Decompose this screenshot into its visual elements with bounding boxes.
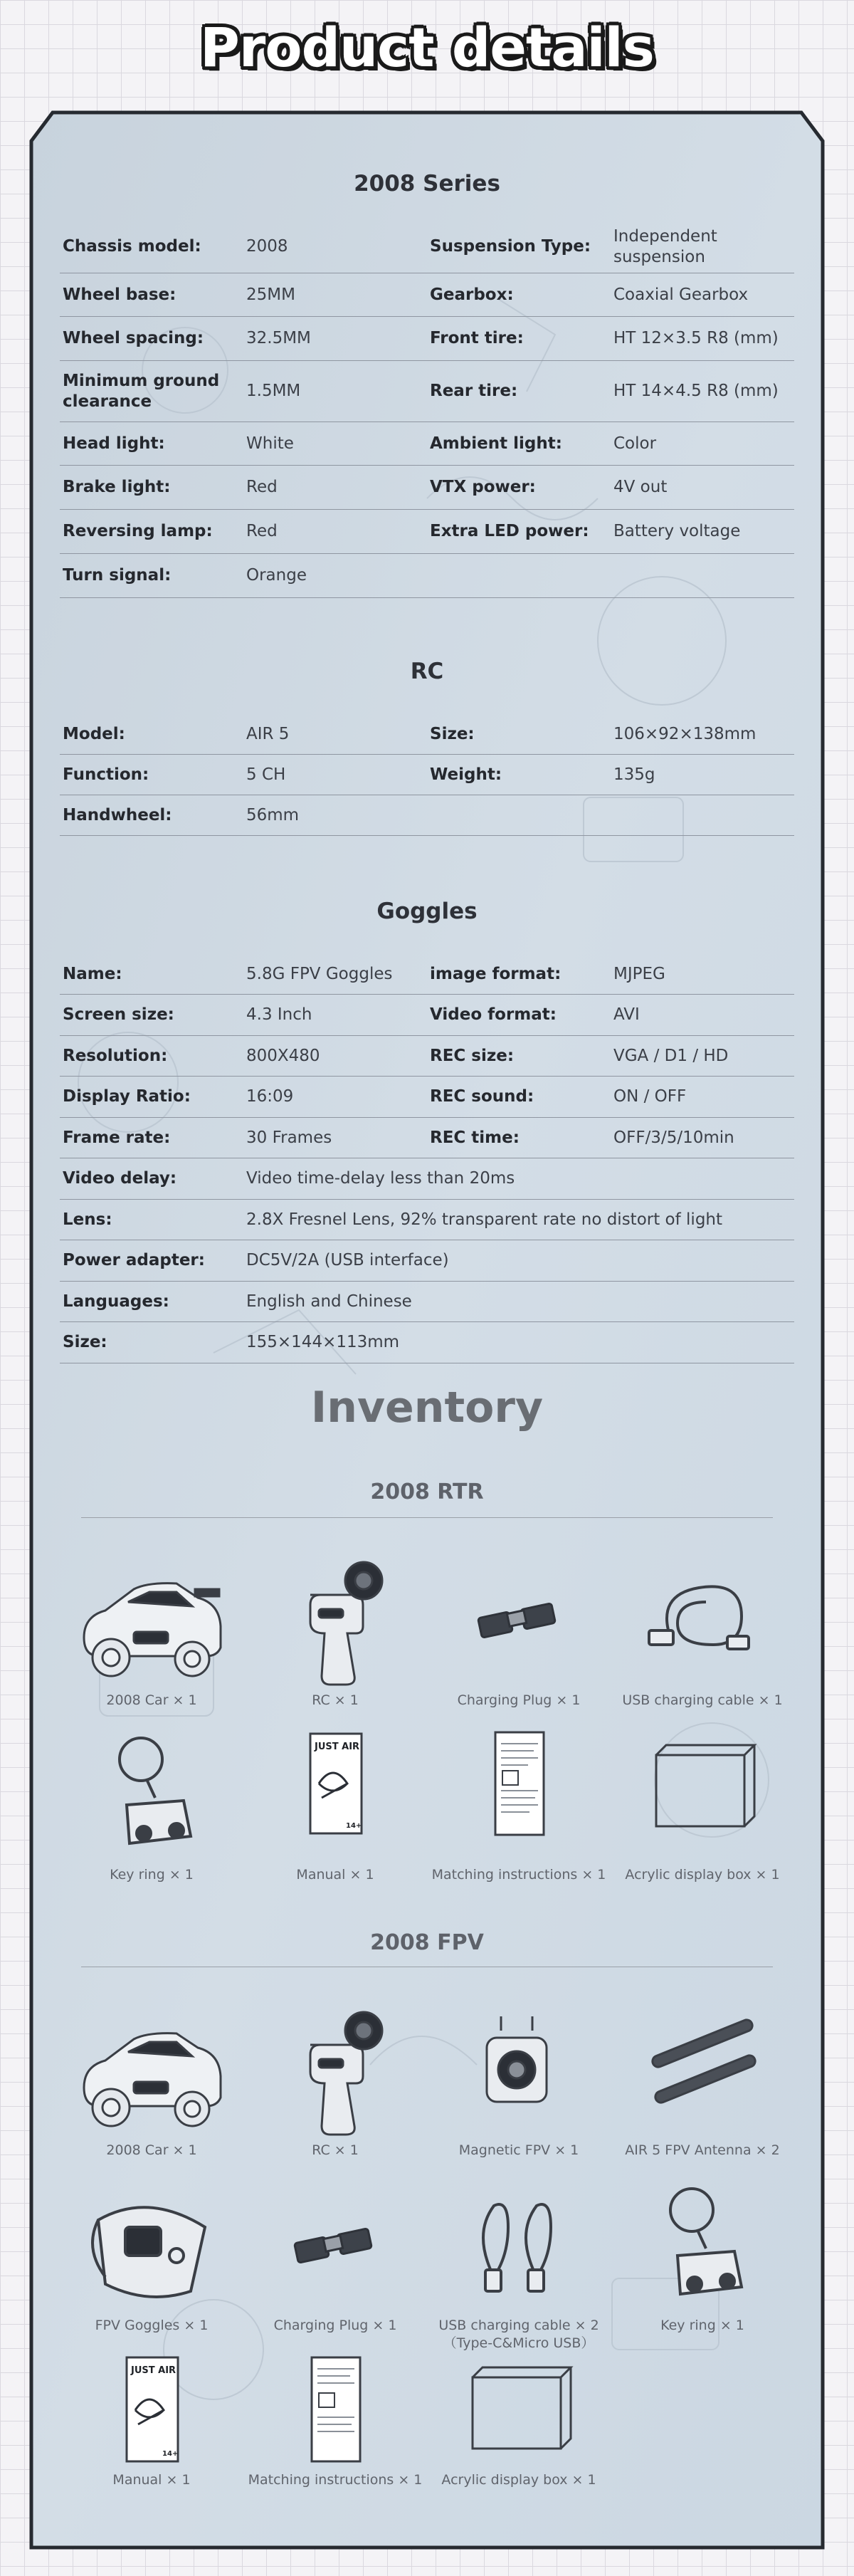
spec-row-wide (60, 1282, 794, 1322)
item-label: Matching instructions × 1 (431, 1867, 606, 1883)
item-label: FPV Goggles × 1 (95, 2318, 209, 2333)
spec-key: Frame rate: (63, 1128, 171, 1147)
spec-key: VTX power: (430, 478, 536, 496)
item-label: Manual × 1 (296, 1867, 374, 1883)
spec-value: 56mm (246, 805, 300, 824)
spec-value: 5 CH (246, 765, 286, 784)
item-label: AIR 5 FPV Antenna × 2 (625, 2142, 780, 2158)
inventory-item (60, 1727, 243, 1884)
spec-value: English and Chinese (246, 1292, 412, 1311)
display-box-icon (621, 1727, 784, 1862)
car-icon (70, 2002, 233, 2137)
manual-cover-text: JUST AIR (315, 1742, 360, 1752)
spec-key: Handwheel: (63, 805, 172, 824)
spec-key: Screen size: (63, 1005, 174, 1024)
spec-key: Resolution: (63, 1046, 168, 1065)
spec-value: Coaxial Gearbox (613, 285, 749, 304)
spec-key: Gearbox: (430, 285, 514, 304)
item-label: Acrylic display box × 1 (625, 1867, 780, 1883)
spec-key: Brake light: (63, 478, 171, 496)
spec-value: Orange (246, 566, 307, 585)
item-label: Charging Plug × 1 (457, 1692, 581, 1708)
spec-key: Ambient light: (430, 434, 562, 453)
usb-cable-icon (621, 1552, 784, 1687)
item-label-secondary: （Type-C&Micro USB） (443, 2335, 595, 2351)
spec-key: Function: (63, 765, 149, 784)
item-label: USB charging cable × 2 (438, 2318, 599, 2333)
spec-row-wide (60, 1322, 794, 1363)
fpv-camera-icon (437, 2002, 601, 2137)
manual-age-text: 14+ (162, 2450, 179, 2458)
key-ring-icon (70, 1727, 233, 1862)
spec-key: Model: (63, 724, 125, 743)
item-label: RC × 1 (312, 1692, 359, 1708)
spec-value: DC5V/2A (USB interface) (246, 1251, 449, 1269)
charging-plug-icon (437, 1552, 601, 1687)
spec-key: Rear tire: (430, 382, 518, 400)
spec-row (60, 755, 794, 795)
spec-table-rc (60, 714, 794, 836)
inventory-title: Inventory (310, 1383, 544, 1433)
inventory-item (243, 2177, 427, 2335)
antenna-icon (621, 2002, 784, 2137)
item-label: Magnetic FPV × 1 (458, 2142, 579, 2158)
spec-key: Wheel spacing: (63, 329, 204, 347)
spec-key: Turn signal: (63, 566, 172, 585)
inventory-item (60, 2353, 243, 2489)
subsection-title-2008-rtr: 2008 RTR (370, 1480, 484, 1504)
display-box-icon (437, 2353, 601, 2467)
spec-row (60, 422, 794, 466)
spec-value: 4.3 Inch (246, 1005, 312, 1024)
inventory-item (60, 2002, 243, 2159)
spec-value: 2.8X Fresnel Lens, 92% transparent rate no distort of light (246, 1210, 723, 1229)
item-label: Charging Plug × 1 (273, 2318, 397, 2333)
spec-row (60, 1077, 794, 1118)
spec-row-wide (60, 1200, 794, 1240)
spec-row (60, 273, 794, 317)
spec-value: AVI (613, 1005, 640, 1024)
spec-row (60, 466, 794, 510)
spec-row (60, 554, 794, 598)
inventory-item (243, 2002, 427, 2159)
inventory-item (60, 2177, 243, 2335)
spec-value: 5.8G FPV Goggles (246, 964, 393, 983)
instructions-sheet-icon (253, 2353, 417, 2467)
car-icon (70, 1552, 233, 1687)
spec-key: Weight: (430, 765, 502, 784)
usb-cable-icon (437, 2177, 601, 2313)
spec-value: 2008 (246, 237, 288, 256)
inventory-item (427, 2002, 611, 2159)
spec-key: Size: (430, 724, 475, 743)
instructions-sheet-icon (437, 1727, 601, 1862)
inventory-item (611, 2002, 794, 2159)
spec-row (60, 361, 794, 422)
subsection-title-2008-fpv: 2008 FPV (370, 1930, 484, 1955)
item-label: Key ring × 1 (110, 1867, 194, 1883)
spec-key: Languages: (63, 1292, 169, 1311)
spec-value: White (246, 434, 294, 453)
remote-controller-icon (253, 1552, 417, 1687)
item-label: Key ring × 1 (660, 2318, 744, 2333)
spec-key: REC size: (430, 1046, 515, 1065)
spec-table-goggles (60, 954, 794, 1363)
spec-value: MJPEG (613, 964, 665, 983)
inventory-item (60, 1552, 243, 1710)
spec-key: Name: (63, 964, 122, 983)
inventory-item (427, 1552, 611, 1710)
spec-key: Reversing lamp: (63, 522, 213, 540)
item-label: Manual × 1 (112, 2472, 191, 2488)
fpv-goggles-icon (70, 2177, 233, 2313)
inventory-item (243, 2353, 427, 2489)
manual-age-text: 14+ (346, 1822, 362, 1830)
spec-key: REC sound: (430, 1087, 534, 1106)
spec-value: 32.5MM (246, 329, 311, 347)
inventory-item (243, 1552, 427, 1710)
charging-plug-icon (253, 2177, 417, 2313)
item-label: Matching instructions × 1 (248, 2472, 423, 2488)
inventory-item (243, 1727, 427, 1884)
spec-value: Color (613, 434, 657, 453)
spec-row (60, 221, 794, 273)
spec-key: Front tire: (430, 329, 524, 347)
spec-value: Independent suspension (613, 226, 717, 266)
inventory-item (427, 2177, 611, 2352)
spec-key: Lens: (63, 1210, 112, 1229)
spec-row-wide (60, 1240, 794, 1282)
spec-value: 4V out (613, 478, 668, 496)
spec-value: VGA / D1 / HD (613, 1046, 729, 1065)
spec-row (60, 317, 794, 361)
spec-row (60, 795, 794, 836)
spec-key: Head light: (63, 434, 165, 453)
spec-row (60, 995, 794, 1036)
spec-row (60, 510, 794, 554)
spec-key: Video format: (430, 1005, 557, 1024)
spec-table-2008-series (60, 221, 794, 598)
inventory-item (611, 2177, 794, 2335)
manual-icon (253, 1727, 417, 1862)
spec-value: Video time-delay less than 20ms (246, 1169, 515, 1188)
spec-row (60, 954, 794, 995)
spec-value: Red (246, 478, 278, 496)
spec-value: HT 14×4.5 R8 (mm) (613, 382, 779, 400)
section-title-2008-series: 2008 Series (354, 171, 500, 197)
spec-value: OFF/3/5/10min (613, 1128, 734, 1147)
spec-value: AIR 5 (246, 724, 290, 743)
spec-row-wide (60, 1158, 794, 1200)
inventory-item (611, 1552, 794, 1710)
inventory-item (611, 1727, 794, 1884)
spec-value: 800X480 (246, 1046, 320, 1065)
spec-key: Wheel base: (63, 285, 176, 304)
spec-value: 1.5MM (246, 382, 301, 400)
spec-row (60, 1036, 794, 1077)
spec-key: Extra LED power: (430, 522, 589, 540)
section-title-goggles: Goggles (376, 899, 478, 924)
inventory-item (427, 1727, 611, 1884)
spec-value: HT 12×3.5 R8 (mm) (613, 329, 779, 347)
spec-row (60, 1118, 794, 1158)
item-label: 2008 Car × 1 (106, 1692, 197, 1708)
spec-key: Suspension Type: (430, 237, 591, 256)
spec-key: Size: (63, 1333, 107, 1351)
inventory-item (427, 2353, 611, 2489)
spec-value: Battery voltage (613, 522, 741, 540)
spec-value: ON / OFF (613, 1087, 687, 1106)
item-label: Acrylic display box × 1 (441, 2472, 596, 2488)
spec-key: REC time: (430, 1128, 520, 1147)
spec-key: Minimum ground clearance (63, 371, 220, 411)
spec-key: Power adapter: (63, 1251, 205, 1269)
spec-key: Chassis model: (63, 237, 201, 256)
divider (81, 1517, 773, 1518)
item-label: USB charging cable × 1 (622, 1692, 783, 1708)
spec-value: Red (246, 522, 278, 540)
spec-value: 25MM (246, 285, 295, 304)
spec-value: 135g (613, 765, 655, 784)
spec-value: 106×92×138mm (613, 724, 757, 743)
spec-key: image format: (430, 964, 562, 983)
remote-controller-icon (253, 2002, 417, 2137)
page-title: Product details (200, 16, 654, 79)
item-label: RC × 1 (312, 2142, 359, 2158)
item-label: 2008 Car × 1 (106, 2142, 197, 2158)
key-ring-icon (621, 2177, 784, 2313)
manual-cover-text: JUST AIR (131, 2365, 176, 2376)
section-title-rc: RC (410, 659, 444, 684)
manual-icon (70, 2353, 233, 2467)
spec-key: Display Ratio: (63, 1087, 191, 1106)
spec-value: 30 Frames (246, 1128, 332, 1147)
spec-row (60, 714, 794, 755)
spec-value: 16:09 (246, 1087, 294, 1106)
spec-key: Video delay: (63, 1169, 177, 1188)
spec-value: 155×144×113mm (246, 1333, 400, 1351)
